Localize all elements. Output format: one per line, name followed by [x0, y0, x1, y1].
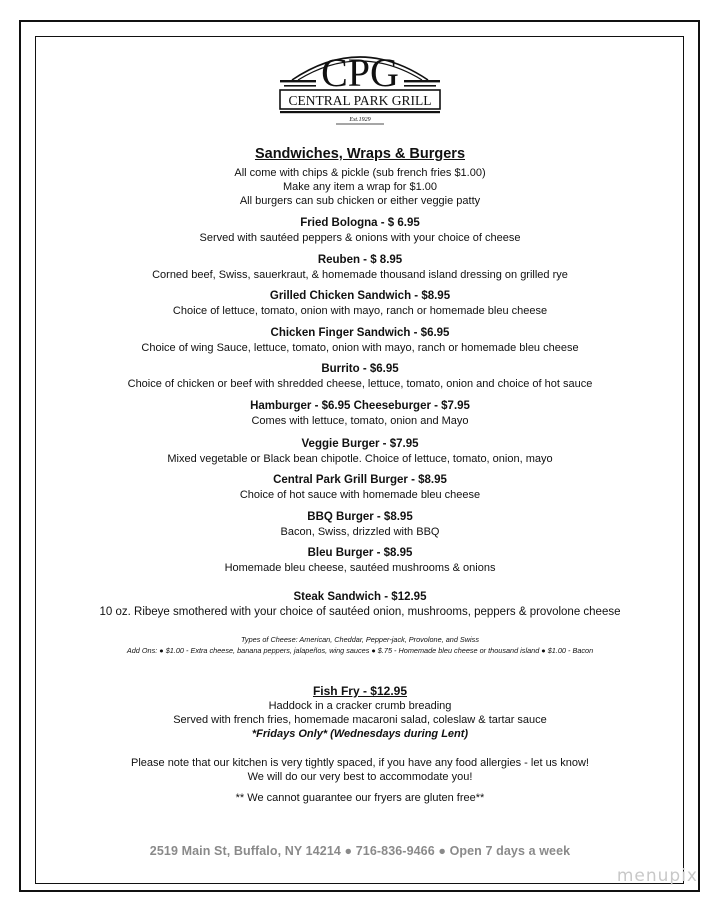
section-title: Sandwiches, Wraps & Burgers: [254, 146, 466, 162]
item-description: Mixed vegetable or Black bean chipotle. Choice of lettuce, tomato, onion, mayo: [167, 453, 553, 465]
menu-item: [40, 510, 680, 539]
item-name: Bleu Burger - $8.95: [307, 547, 413, 559]
menu-item: [40, 437, 680, 466]
item-name: Steak Sandwich - $12.95: [293, 591, 427, 603]
intro-note: All burgers can sub chicken or either veggie patty: [239, 195, 481, 207]
central-park-grill-logo: [276, 40, 444, 132]
item-description: Choice of wing Sauce, lettuce, tomato, onion with mayo, ranch or homemade bleu cheese: [141, 342, 579, 354]
fish-fry-section: [40, 684, 680, 741]
logo-established: Est.1929: [349, 117, 371, 123]
item-description: Choice of lettuce, tomato, onion with mayo, ranch or homemade bleu cheese: [172, 305, 548, 317]
menu-item: [40, 289, 680, 318]
menu-item: [40, 399, 680, 428]
item-description: Bacon, Swiss, drizzled with BBQ: [280, 526, 440, 538]
watermark: menupix: [616, 866, 698, 886]
logo-name: CENTRAL PARK GRILL: [288, 93, 432, 108]
intro-note: Make any item a wrap for $1.00: [282, 181, 438, 193]
item-name: Chicken Finger Sandwich - $6.95: [270, 327, 450, 339]
menu-item: [40, 546, 680, 575]
item-name: Grilled Chicken Sandwich - $8.95: [269, 290, 451, 302]
intro-notes: [40, 166, 680, 208]
item-description: Choice of chicken or beef with shredded cheese, lettuce, tomato, onion and choice of hot sauce: [127, 378, 593, 390]
fish-fry-sides: Served with french fries, homemade macaroni salad, coleslaw & tartar sauce: [173, 714, 547, 726]
item-name: Fried Bologna - $ 6.95: [300, 217, 420, 229]
menu-item: [40, 326, 680, 355]
footer-contact: 2519 Main St, Buffalo, NY 14214 ● 716-836-9466 ● Open 7 days a week: [149, 844, 571, 858]
item-description: Comes with lettuce, tomato, onion and Mayo: [251, 415, 469, 427]
add-ons: Add Ons: ● $1.00 - Extra cheese, banana peppers, jalapeños, wing sauces ● $.75 - Homemade bleu cheese or thousand island ● $1.00 - Bacon: [126, 646, 594, 655]
fish-fry-availability: *Fridays Only* (Wednesdays during Lent): [251, 728, 469, 740]
allergy-note: We will do our very best to accommodate you!: [247, 771, 473, 783]
logo-monogram: CPG: [321, 50, 399, 95]
allergy-note: Please note that our kitchen is very tightly spaced, if you have any food allergies - let us know!: [131, 757, 589, 769]
cheese-types: Types of Cheese: American, Cheddar, Pepper-jack, Provolone, and Swiss: [241, 635, 479, 644]
item-name: Central Park Grill Burger - $8.95: [273, 474, 447, 486]
item-name: Veggie Burger - $7.95: [301, 438, 419, 450]
menu-item: [40, 473, 680, 502]
item-description: Served with sautéed peppers & onions with your choice of cheese: [199, 232, 521, 244]
item-name: Reuben - $ 8.95: [317, 254, 403, 266]
item-description: Corned beef, Swiss, sauerkraut, & homemade thousand island dressing on grilled rye: [152, 269, 568, 281]
menu-item: [40, 362, 680, 391]
item-description: Choice of hot sauce with homemade bleu cheese: [239, 489, 481, 501]
menu-item: [40, 216, 680, 245]
item-name: BBQ Burger - $8.95: [307, 511, 413, 523]
item-description: 10 oz. Ribeye smothered with your choice of sautéed onion, mushrooms, peppers & provolone cheese: [99, 606, 621, 618]
item-name: Hamburger - $6.95 Cheeseburger - $7.95: [250, 400, 470, 412]
fish-fry-description: Haddock in a cracker crumb breading: [268, 700, 452, 712]
intro-note: All come with chips & pickle (sub french fries $1.00): [234, 167, 486, 179]
gluten-note: ** We cannot guarantee our fryers are gluten free**: [235, 792, 485, 804]
item-name: Burrito - $6.95: [321, 363, 399, 375]
menu-item: [40, 590, 680, 619]
item-description: Homemade bleu cheese, sautéed mushrooms & onions: [224, 562, 496, 574]
menu-item: [40, 253, 680, 282]
allergy-notes: [40, 756, 680, 784]
fish-fry-name: Fish Fry - $12.95: [312, 684, 408, 698]
